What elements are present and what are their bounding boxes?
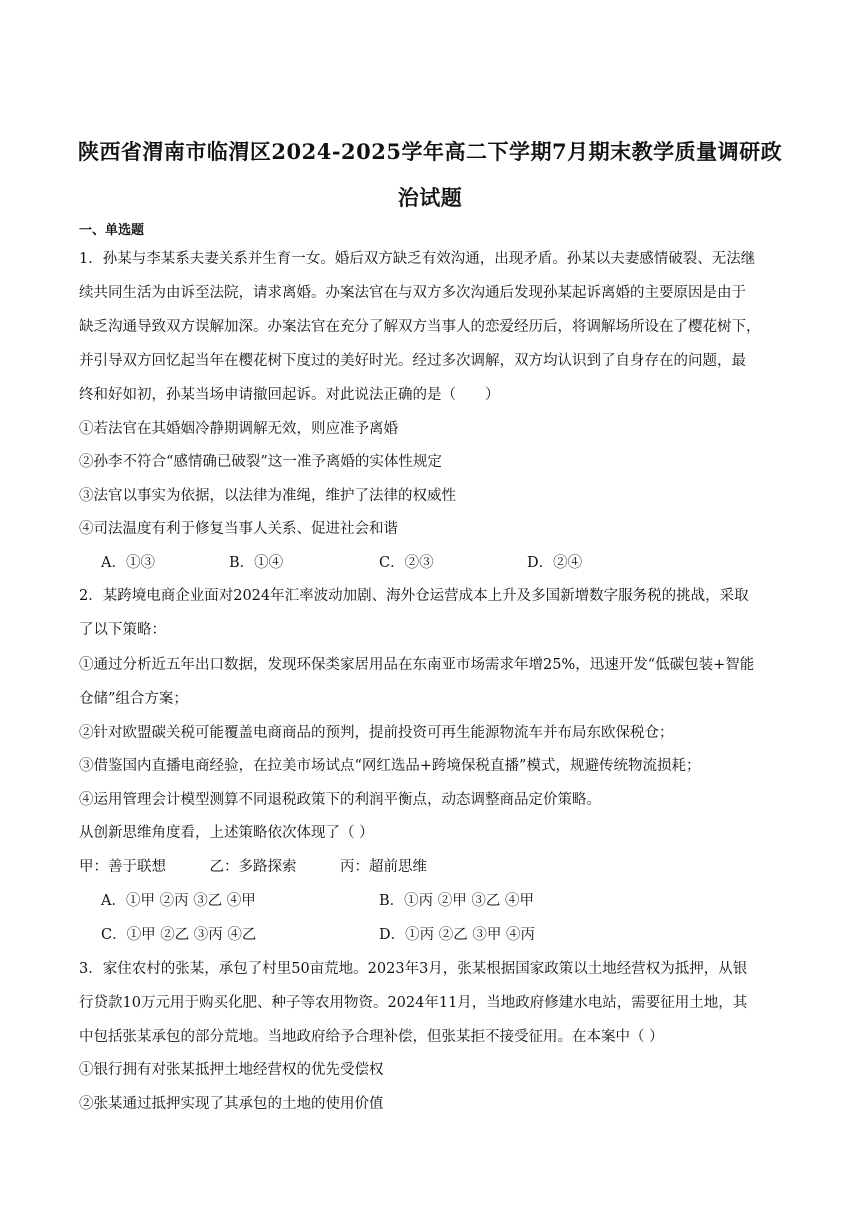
q1-statement: ④司法温度有利于修复当事人关系、促进社会和谐 <box>79 521 398 537</box>
q3-stem-line: 3．家住农村的张某，承包了村里50亩荒地。2023年3月，张某根据国家政策以土地经营权为抵押，从银 <box>79 961 748 977</box>
q1-stem-line: 缺乏沟通导致双方误解加深。办案法官在充分了解双方当事人的恋爱经历后，将调解场所设在了樱花树下， <box>79 319 761 335</box>
q3-stem-line: 行贷款10万元用于购买化肥、种子等农用物资。2024年11月，当地政府修建水电站，需要征用土地，其 <box>79 995 748 1011</box>
q2-legend: 甲：善于联想 乙：多路探索 丙：超前思维 <box>79 859 427 875</box>
q1-option-d: D．②④ <box>527 555 583 571</box>
q1-stem-line: 并引导双方回忆起当年在樱花树下度过的美好时光。经过多次调解，双方均认识到了自身存在的问题，最 <box>79 353 746 369</box>
q1-statement: ③法官以事实为依据，以法律为准绳，维护了法律的权威性 <box>79 488 456 504</box>
q2-option-b: B．①丙 ②甲 ③乙 ④甲 <box>379 893 534 909</box>
q2-stem-line: 了以下策略： <box>79 622 166 638</box>
q2-stem-line: 2．某跨境电商企业面对2024年汇率波动加剧、海外仓运营成本上升及多国新增数字服务税的挑战，采取 <box>79 588 749 604</box>
q3-statement: ①银行拥有对张某抵押土地经营权的优先受偿权 <box>79 1062 384 1078</box>
q1-stem-line: 终和好如初，孙某当场申请撤回起诉。对此说法正确的是（ ） <box>79 387 500 403</box>
q1-statement: ①若法官在其婚姻冷静期调解无效，则应准予离婚 <box>79 421 398 437</box>
q1-option-b: B．①④ <box>229 555 284 571</box>
document-title-line-1: 陕西省渭南市临渭区2024-2025学年高二下学期7月期末教学质量调研政 <box>77 139 783 164</box>
q2-option-a: A．①甲 ②丙 ③乙 ④甲 <box>101 893 256 909</box>
q2-option-c: C．①甲 ②乙 ③丙 ④乙 <box>101 927 257 943</box>
q2-statement: ①通过分析近五年出口数据，发现环保类家居用品在东南亚市场需求年增25%，迅速开发“低碳包装+智能 <box>79 657 755 673</box>
q2-option-d: D．①丙 ②乙 ③甲 ④丙 <box>379 927 535 943</box>
q3-stem-line: 中包括张某承包的部分荒地。当地政府给予合理补偿，但张某拒不接受征用。在本案中（ ） <box>79 1029 664 1045</box>
q2-statement: ④运用管理会计模型测算不同退税政策下的利润平衡点，动态调整商品定价策略。 <box>79 792 601 808</box>
q1-option-a: A．①③ <box>101 555 155 571</box>
q2-statement: ③借鉴国内直播电商经验，在拉美市场试点“网红选品+跨境保税直播”模式，规避传统物流损耗； <box>79 758 701 774</box>
q3-statement: ②张某通过抵押实现了其承包的土地的使用价值 <box>79 1096 384 1112</box>
document-title-line-2: 治试题 <box>397 185 463 210</box>
q1-option-c: C．②③ <box>379 555 434 571</box>
q1-statement: ②孙李不符合“感情确已破裂”这一准予离婚的实体性规定 <box>79 454 442 470</box>
q2-statement: ②针对欧盟碳关税可能覆盖电商商品的预判，提前投资可再生能源物流车并布局东欧保税仓； <box>79 725 674 741</box>
q2-question-prompt: 从创新思维角度看，上述策略依次体现了（ ） <box>79 825 374 841</box>
q1-stem-line: 续共同生活为由诉至法院，请求离婚。办案法官在与双方多次沟通后发现孙某起诉离婚的主要原因是由于 <box>79 285 746 301</box>
q1-stem-line: 1．孙某与李某系夫妻关系并生育一女。婚后双方缺乏有效沟通，出现矛盾。孙某以夫妻感情破裂、无法继 <box>79 251 756 267</box>
section-heading: 一、单选题 <box>79 223 145 238</box>
q2-statement: 仓储”组合方案； <box>79 691 188 707</box>
